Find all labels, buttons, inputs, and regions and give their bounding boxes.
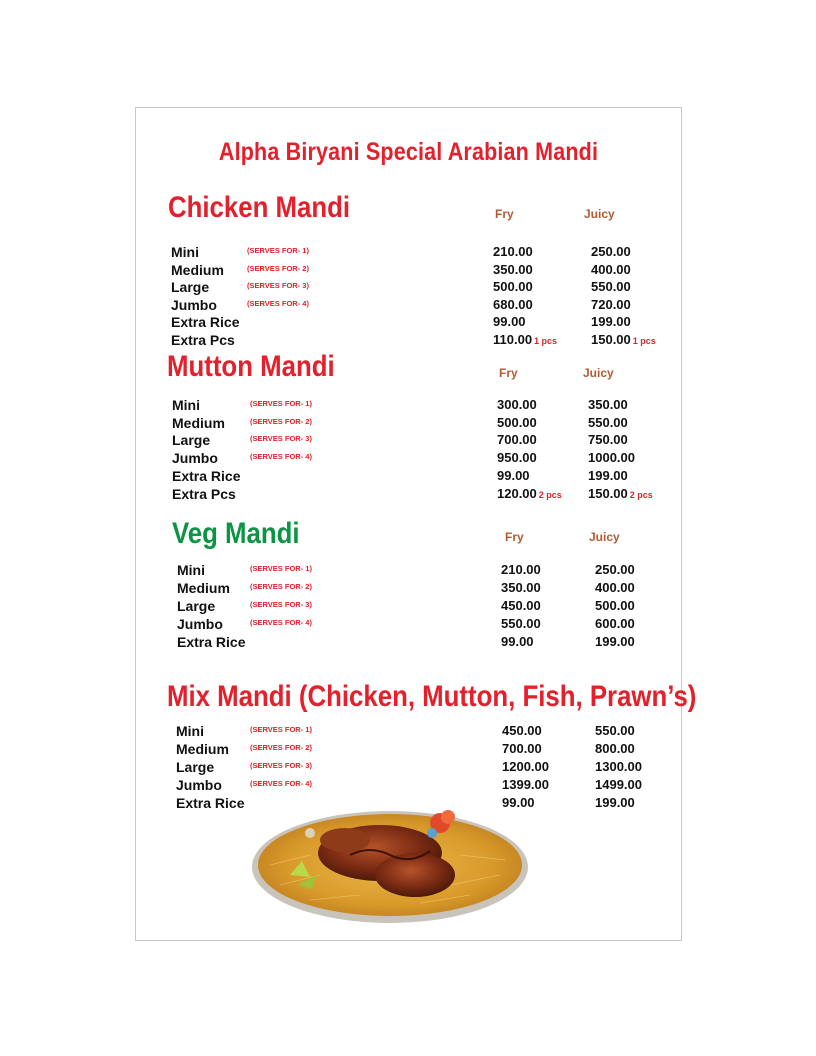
fry-price bbox=[497, 397, 537, 412]
chicken-juicy-header: Juicy bbox=[584, 207, 615, 221]
juicy-price-value: 150.00 bbox=[588, 485, 628, 501]
fry-price-value: 700.00 bbox=[497, 432, 537, 448]
serves-note: (SERVES FOR- 1) bbox=[250, 564, 312, 573]
veg-fry-header: Fry bbox=[505, 530, 524, 544]
fry-price-value: 350.00 bbox=[501, 580, 541, 595]
juicy-price bbox=[588, 486, 653, 501]
mix-row bbox=[176, 723, 696, 741]
serves-note: (SERVES FOR- 3) bbox=[250, 761, 312, 770]
item-name: Extra Rice bbox=[177, 634, 246, 650]
fry-price bbox=[497, 450, 537, 465]
fry-price-value: 210.00 bbox=[501, 562, 541, 577]
item-name: Mini bbox=[176, 723, 204, 739]
chicken-mandi-heading: Chicken Mandi bbox=[168, 191, 351, 224]
veg-mandi-heading: Veg Mandi bbox=[172, 517, 300, 550]
juicy-price-value: 400.00 bbox=[591, 261, 631, 277]
serves-note: (SERVES FOR- 2) bbox=[250, 416, 312, 426]
fry-price-value: 550.00 bbox=[501, 616, 541, 631]
juicy-price bbox=[595, 580, 635, 595]
fry-price bbox=[497, 468, 530, 483]
item-name: Mini bbox=[172, 397, 200, 413]
chicken-row bbox=[171, 244, 691, 262]
juicy-price bbox=[595, 616, 635, 631]
mutton-row bbox=[172, 486, 692, 504]
mix-row bbox=[176, 759, 696, 777]
mutton-juicy-header: Juicy bbox=[583, 366, 614, 380]
fry-price bbox=[502, 777, 549, 792]
item-name: Jumbo bbox=[176, 777, 222, 793]
fry-price bbox=[493, 332, 557, 347]
item-name: Large bbox=[177, 598, 216, 614]
fry-price-value: 500.00 bbox=[497, 414, 537, 430]
serves-note: (SERVES FOR- 3) bbox=[250, 600, 312, 609]
item-name: Extra Rice bbox=[171, 314, 240, 331]
item-name: Medium bbox=[172, 414, 225, 431]
juicy-price bbox=[591, 279, 631, 294]
fry-price bbox=[501, 634, 534, 649]
juicy-price bbox=[588, 450, 635, 465]
juicy-price bbox=[591, 314, 631, 329]
juicy-price bbox=[591, 297, 631, 312]
item-name: Jumbo bbox=[172, 450, 218, 467]
chicken-fry-header: Fry bbox=[495, 207, 514, 221]
chicken-row bbox=[171, 297, 691, 315]
juicy-price-value: 199.00 bbox=[595, 634, 635, 649]
serves-note: (SERVES FOR- 2) bbox=[247, 263, 309, 273]
item-name: Mini bbox=[177, 562, 205, 578]
juicy-price-value: 250.00 bbox=[591, 244, 631, 259]
fry-price-value: 450.00 bbox=[502, 723, 542, 738]
juicy-price-value: 600.00 bbox=[595, 616, 635, 631]
mix-row bbox=[176, 777, 696, 795]
item-name: Jumbo bbox=[171, 296, 217, 313]
fry-price bbox=[493, 297, 533, 312]
chicken-row bbox=[171, 332, 691, 350]
mix-mandi-heading: Mix Mandi (Chicken, Mutton, Fish, Prawn’s) bbox=[167, 680, 697, 713]
item-name: Jumbo bbox=[177, 616, 223, 632]
item-name: Extra Pcs bbox=[172, 485, 236, 502]
mutton-row bbox=[172, 432, 692, 450]
mix-row bbox=[176, 741, 696, 759]
juicy-price-value: 199.00 bbox=[591, 314, 631, 330]
serves-note: (SERVES FOR- 2) bbox=[250, 743, 312, 752]
mandi-dish-image bbox=[250, 795, 530, 925]
juicy-price bbox=[595, 777, 642, 792]
juicy-price-value: 250.00 bbox=[595, 562, 635, 577]
item-name: Medium bbox=[176, 741, 229, 757]
fry-pcs-note: 1 pcs bbox=[534, 336, 558, 346]
chicken-row bbox=[171, 262, 691, 280]
veg-row bbox=[177, 634, 697, 652]
veg-row bbox=[177, 580, 697, 598]
item-name: Extra Rice bbox=[176, 795, 245, 811]
juicy-price bbox=[591, 332, 656, 347]
serves-note: (SERVES FOR- 4) bbox=[250, 779, 312, 788]
juicy-price-value: 199.00 bbox=[595, 795, 635, 810]
mutton-mandi-heading: Mutton Mandi bbox=[167, 350, 335, 383]
fry-price bbox=[497, 486, 562, 501]
item-name: Mini bbox=[171, 244, 199, 260]
item-name: Large bbox=[172, 432, 211, 449]
juicy-pcs-note: 1 pcs bbox=[632, 336, 656, 346]
fry-price-value: 950.00 bbox=[497, 450, 537, 466]
juicy-price bbox=[595, 634, 635, 649]
juicy-price bbox=[591, 262, 631, 277]
fry-price-value: 680.00 bbox=[493, 296, 533, 312]
fry-price-value: 500.00 bbox=[493, 279, 533, 295]
juicy-price bbox=[595, 741, 635, 756]
serves-note: (SERVES FOR- 3) bbox=[247, 281, 309, 291]
juicy-price-value: 800.00 bbox=[595, 741, 635, 756]
juicy-price bbox=[595, 723, 635, 738]
veg-row bbox=[177, 616, 697, 634]
fry-price-value: 350.00 bbox=[493, 261, 533, 277]
item-name: Large bbox=[176, 759, 215, 775]
fry-price bbox=[501, 598, 541, 613]
juicy-price-value: 550.00 bbox=[595, 723, 635, 738]
fry-price-value: 300.00 bbox=[497, 397, 537, 412]
menu-title: Alpha Biryani Special Arabian Mandi bbox=[218, 138, 599, 166]
juicy-price-value: 350.00 bbox=[588, 397, 628, 412]
fry-price bbox=[502, 723, 542, 738]
juicy-pcs-note: 2 pcs bbox=[629, 489, 653, 500]
fry-price-value: 99.00 bbox=[493, 314, 526, 330]
fry-price-value: 1399.00 bbox=[502, 777, 549, 792]
juicy-price bbox=[595, 759, 642, 774]
juicy-price bbox=[595, 598, 635, 613]
fry-price bbox=[502, 741, 542, 756]
serves-note: (SERVES FOR- 4) bbox=[250, 618, 312, 627]
juicy-price bbox=[588, 468, 628, 483]
juicy-price-value: 1000.00 bbox=[588, 450, 635, 466]
juicy-price-value: 550.00 bbox=[588, 414, 628, 430]
fry-price bbox=[501, 616, 541, 631]
mutton-row bbox=[172, 415, 692, 433]
fry-price bbox=[501, 580, 541, 595]
mutton-fry-header: Fry bbox=[499, 366, 518, 380]
veg-row bbox=[177, 562, 697, 580]
mutton-row bbox=[172, 397, 692, 415]
item-name: Extra Pcs bbox=[171, 332, 235, 348]
juicy-price-value: 150.00 bbox=[591, 332, 631, 347]
juicy-price bbox=[595, 562, 635, 577]
juicy-price-value: 400.00 bbox=[595, 580, 635, 595]
fry-price-value: 210.00 bbox=[493, 244, 533, 259]
fry-price bbox=[493, 262, 533, 277]
item-name: Medium bbox=[177, 580, 230, 596]
fry-price-value: 99.00 bbox=[497, 467, 530, 483]
fry-price bbox=[501, 562, 541, 577]
fry-price bbox=[502, 759, 549, 774]
serves-note: (SERVES FOR- 2) bbox=[250, 582, 312, 591]
serves-note: (SERVES FOR- 1) bbox=[250, 399, 312, 408]
serves-note: (SERVES FOR- 3) bbox=[250, 434, 312, 444]
juicy-price-value: 199.00 bbox=[588, 467, 628, 483]
juicy-price-value: 1499.00 bbox=[595, 777, 642, 792]
fry-price-value: 99.00 bbox=[502, 795, 535, 810]
serves-note: (SERVES FOR- 4) bbox=[247, 298, 309, 308]
item-name: Large bbox=[171, 279, 210, 296]
juicy-price bbox=[588, 432, 628, 447]
item-name: Extra Rice bbox=[172, 467, 241, 484]
fry-price bbox=[493, 244, 533, 259]
chicken-row bbox=[171, 314, 691, 332]
mutton-row bbox=[172, 468, 692, 486]
juicy-price bbox=[588, 397, 628, 412]
mutton-row bbox=[172, 450, 692, 468]
juicy-price-value: 750.00 bbox=[588, 432, 628, 448]
juicy-price-value: 720.00 bbox=[591, 296, 631, 312]
juicy-price-value: 550.00 bbox=[591, 279, 631, 295]
juicy-price bbox=[591, 244, 631, 259]
fry-price bbox=[493, 279, 533, 294]
serves-note: (SERVES FOR- 1) bbox=[250, 725, 312, 734]
fry-price-value: 120.00 bbox=[497, 485, 537, 501]
fry-pcs-note: 2 pcs bbox=[538, 489, 562, 500]
juicy-price bbox=[595, 795, 635, 810]
serves-note: (SERVES FOR- 1) bbox=[247, 246, 309, 255]
fry-price-value: 700.00 bbox=[502, 741, 542, 756]
fry-price-value: 110.00 bbox=[493, 332, 533, 347]
juicy-price-value: 500.00 bbox=[595, 598, 635, 613]
fry-price bbox=[497, 415, 537, 430]
veg-row bbox=[177, 598, 697, 616]
fry-price bbox=[493, 314, 526, 329]
serves-note: (SERVES FOR- 4) bbox=[250, 452, 312, 462]
fry-price-value: 99.00 bbox=[501, 634, 534, 649]
juicy-price-value: 1300.00 bbox=[595, 759, 642, 774]
veg-juicy-header: Juicy bbox=[589, 530, 620, 544]
juicy-price bbox=[588, 415, 628, 430]
fry-price-value: 1200.00 bbox=[502, 759, 549, 774]
chicken-row bbox=[171, 279, 691, 297]
fry-price bbox=[497, 432, 537, 447]
item-name: Medium bbox=[171, 261, 224, 278]
fry-price-value: 450.00 bbox=[501, 598, 541, 613]
